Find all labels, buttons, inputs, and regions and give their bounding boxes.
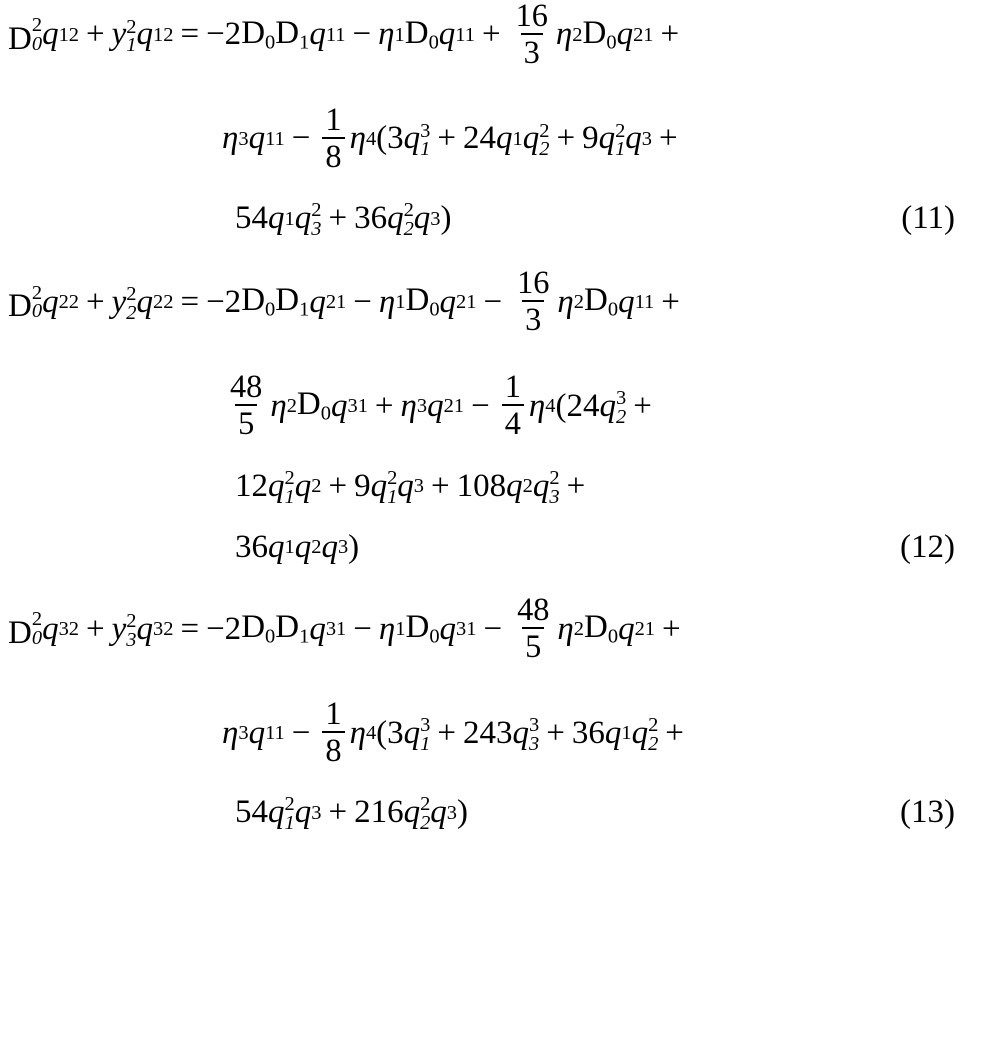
equation-12-line-3: 12 q 2 1 q 2 + 9 q 2 1 q 3 + 108 q 2 q 2 3 + (235, 466, 586, 508)
equation-11-line-2: η 3 q 11 − $\frac{1}{8}$ η 4 (3 q 3 1 + 24 q 1 q 2 2 + 9 q 2 1 q 3 + (222, 100, 678, 174)
equation-13-line-3: 54 q 2 1 q 3 + 216 q 2 2 q 3 ) (13) (235, 793, 955, 835)
equation-12-line-2: $\frac{48}{5}$ η 2 $D_0$ q 31 + η 3 q 21 − $\frac{1}{4}$ η 4 (24 q 3 2 + (230, 368, 652, 442)
equation-12 (0, 264, 1007, 566)
equation-12-line-4: 36 q 1 q 2 q 3 ) (12) (235, 529, 955, 566)
equation-13-line-2: η 3 q 11 − $\frac{1}{8}$ η 4 (3 q 3 1 + 243 q 3 3 + 36 q 1 q 2 2 + (222, 694, 684, 768)
equation-13 (0, 590, 1007, 835)
equation-13-line-1: D 2 0 q 32 + y 2 3 q 32 = −2 $D_0D_1$ q 31 − η 1 $D_0$ q 31 − $\frac{48}{5}$ η 2 $D_0$ q 21 + (8, 590, 681, 664)
equation-number-11: (11) (901, 200, 955, 237)
equation-11 (0, 0, 1007, 241)
equation-11-line-3: 54 q 1 q 2 3 + 36 q 2 2 q 3 ) (11) (235, 199, 955, 241)
equation-11-line-1: D 2 0 q 12 + y 2 1 q 12 = −2 $D_0D_1$ q 11 − η 1 $D_0$ q 11 + $\frac{16}{3}$ η 2 $D_0$ q 21 + (8, 0, 680, 70)
equation-12-line-1: D 2 0 q 22 + y 2 2 q 22 = −2 $D_0D_1$ q 21 − η 1 $D_0$ q 21 − $\frac{16}{3}$ η 2 $D_0$ q 11 + (8, 264, 680, 338)
equation-number-12: (12) (900, 529, 955, 566)
equation-number-13: (13) (900, 794, 955, 831)
